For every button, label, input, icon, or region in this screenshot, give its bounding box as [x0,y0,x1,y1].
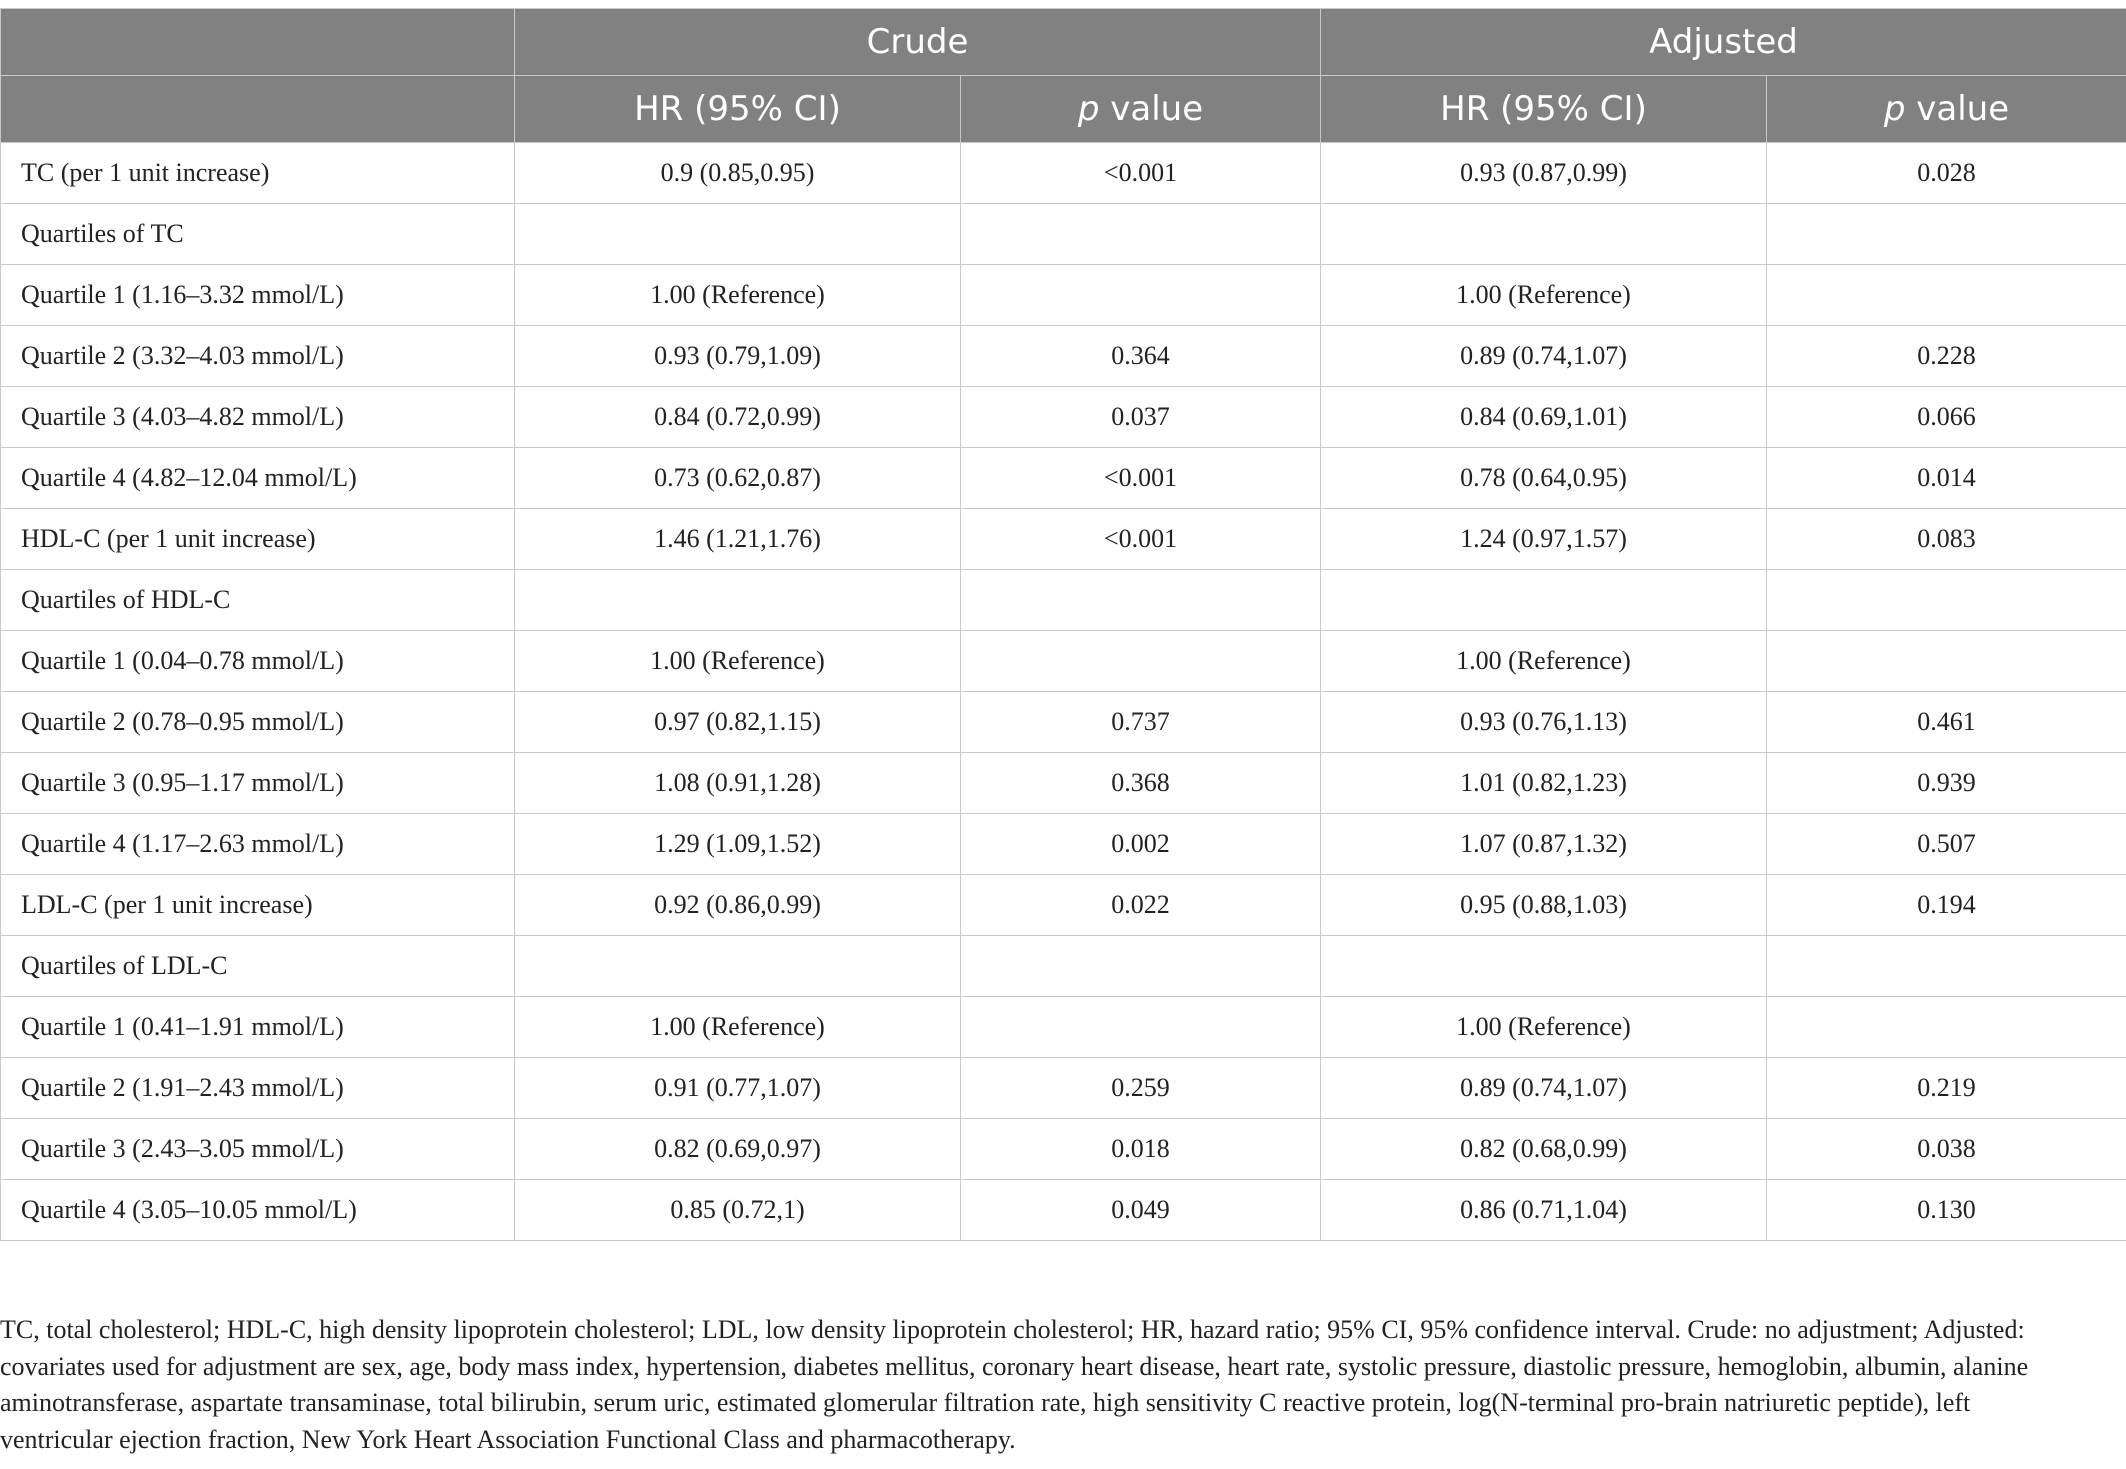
row-label: Quartile 4 (3.05–10.05 mmol/L) [1,1180,515,1241]
adjusted-hr-cell: 0.78 (0.64,0.95) [1321,448,1767,509]
crude-p-cell [961,570,1321,631]
header-adjusted-p [1767,76,2126,143]
row-label: TC (per 1 unit increase) [1,143,515,204]
header-group-row [1,9,2126,76]
row-label: Quartiles of HDL-C [1,570,515,631]
table-row [1,692,2126,753]
crude-p-cell: 0.368 [961,753,1321,814]
crude-hr-cell: 0.82 (0.69,0.97) [515,1119,961,1180]
crude-hr-cell: 0.97 (0.82,1.15) [515,692,961,753]
header-empty-cell [1,76,515,143]
crude-p-cell: 0.037 [961,387,1321,448]
crude-p-cell: 0.364 [961,326,1321,387]
row-label: Quartile 2 (1.91–2.43 mmol/L) [1,1058,515,1119]
adjusted-hr-cell: 1.00 (Reference) [1321,265,1767,326]
table-row [1,387,2126,448]
crude-hr-cell: 1.29 (1.09,1.52) [515,814,961,875]
adjusted-p-cell: 0.028 [1767,143,2126,204]
row-label: Quartile 2 (0.78–0.95 mmol/L) [1,692,515,753]
table-row [1,204,2126,265]
row-label: LDL-C (per 1 unit increase) [1,875,515,936]
header-crude-hr: HR (95% CI) [515,76,961,143]
table-body [1,143,2126,1241]
table-footnote: TC, total cholesterol; HDL-C, high density lipoprotein cholesterol; LDL, low density lipoprotein cholesterol; HR, hazard ratio; 95% CI, 95% confidence interval. Crude: no adjustment; Adjusted: covariates used for adjustment are sex, age, body mass index, hypertension, diabetes mellitus, coronary heart disease, heart rate, systolic pressure, diastolic pressure, hemoglobin, albumin, alanine aminotransferase, aspartate transaminase, total bilirubin, serum uric, estimated glomerular filtration rate, high sensitivity C reactive protein, log(N-terminal pro-brain natriuretic peptide), left ventricular ejection fraction, New York Heart Association Functional Class and pharmacotherapy. [0,1315,2029,1454]
adjusted-hr-cell: 1.00 (Reference) [1321,997,1767,1058]
header-adjusted-hr: HR (95% CI) [1321,76,1767,143]
adjusted-hr-cell: 1.24 (0.97,1.57) [1321,509,1767,570]
crude-p-cell: 0.259 [961,1058,1321,1119]
p-suffix: value [1099,89,1204,129]
adjusted-hr-cell: 0.89 (0.74,1.07) [1321,1058,1767,1119]
crude-p-cell [961,265,1321,326]
crude-p-cell: <0.001 [961,509,1321,570]
adjusted-p-cell [1767,936,2126,997]
row-label: Quartile 4 (4.82–12.04 mmol/L) [1,448,515,509]
p-suffix: value [1905,89,2010,129]
crude-p-cell: 0.018 [961,1119,1321,1180]
crude-p-cell [961,204,1321,265]
adjusted-hr-cell: 1.07 (0.87,1.32) [1321,814,1767,875]
crude-hr-cell: 0.73 (0.62,0.87) [515,448,961,509]
p-italic: p [1077,89,1100,129]
crude-p-cell [961,631,1321,692]
crude-hr-cell: 1.00 (Reference) [515,265,961,326]
adjusted-hr-cell: 0.86 (0.71,1.04) [1321,1180,1767,1241]
header-crude-p [961,76,1321,143]
crude-p-cell: 0.022 [961,875,1321,936]
adjusted-p-cell: 0.507 [1767,814,2126,875]
table-row [1,570,2126,631]
crude-p-cell: <0.001 [961,448,1321,509]
table-header [1,9,2126,143]
table-row [1,509,2126,570]
crude-hr-cell [515,570,961,631]
adjusted-p-cell: 0.939 [1767,753,2126,814]
row-label: Quartile 1 (0.41–1.91 mmol/L) [1,997,515,1058]
adjusted-p-cell: 0.038 [1767,1119,2126,1180]
crude-p-cell [961,936,1321,997]
table-row [1,1058,2126,1119]
adjusted-p-cell: 0.083 [1767,509,2126,570]
header-empty-cell [1,9,515,76]
row-label: Quartile 1 (1.16–3.32 mmol/L) [1,265,515,326]
hazard-ratio-table [0,8,2126,1241]
row-label: HDL-C (per 1 unit increase) [1,509,515,570]
header-column-row [1,76,2126,143]
adjusted-p-cell [1767,570,2126,631]
table-row [1,997,2126,1058]
crude-p-cell: 0.002 [961,814,1321,875]
adjusted-p-cell: 0.219 [1767,1058,2126,1119]
crude-p-cell: <0.001 [961,143,1321,204]
adjusted-p-cell [1767,265,2126,326]
adjusted-hr-cell: 0.82 (0.68,0.99) [1321,1119,1767,1180]
p-italic: p [1883,89,1906,129]
row-label: Quartiles of TC [1,204,515,265]
crude-hr-cell: 0.85 (0.72,1) [515,1180,961,1241]
row-label: Quartile 4 (1.17–2.63 mmol/L) [1,814,515,875]
header-group-crude: Crude [515,9,1321,76]
adjusted-p-cell [1767,997,2126,1058]
row-label: Quartile 1 (0.04–0.78 mmol/L) [1,631,515,692]
table-row [1,631,2126,692]
adjusted-hr-cell: 0.89 (0.74,1.07) [1321,326,1767,387]
adjusted-p-cell: 0.461 [1767,692,2126,753]
crude-hr-cell [515,936,961,997]
crude-p-cell: 0.049 [961,1180,1321,1241]
crude-hr-cell: 1.00 (Reference) [515,997,961,1058]
crude-hr-cell: 0.9 (0.85,0.95) [515,143,961,204]
crude-hr-cell: 0.84 (0.72,0.99) [515,387,961,448]
adjusted-hr-cell [1321,936,1767,997]
results-table-container [0,8,2126,1241]
crude-hr-cell: 1.08 (0.91,1.28) [515,753,961,814]
row-label: Quartiles of LDL-C [1,936,515,997]
crude-p-cell [961,997,1321,1058]
adjusted-p-cell: 0.130 [1767,1180,2126,1241]
adjusted-hr-cell: 1.00 (Reference) [1321,631,1767,692]
table-row [1,1119,2126,1180]
crude-hr-cell: 0.91 (0.77,1.07) [515,1058,961,1119]
adjusted-p-cell: 0.066 [1767,387,2126,448]
row-label: Quartile 2 (3.32–4.03 mmol/L) [1,326,515,387]
row-label: Quartile 3 (0.95–1.17 mmol/L) [1,753,515,814]
row-label: Quartile 3 (4.03–4.82 mmol/L) [1,387,515,448]
crude-hr-cell: 0.92 (0.86,0.99) [515,875,961,936]
adjusted-p-cell: 0.228 [1767,326,2126,387]
adjusted-hr-cell: 0.84 (0.69,1.01) [1321,387,1767,448]
crude-hr-cell: 1.00 (Reference) [515,631,961,692]
adjusted-p-cell: 0.014 [1767,448,2126,509]
table-row [1,936,2126,997]
header-group-adjusted: Adjusted [1321,9,2126,76]
table-row [1,265,2126,326]
table-row [1,1180,2126,1241]
adjusted-p-cell: 0.194 [1767,875,2126,936]
table-row [1,753,2126,814]
table-row [1,814,2126,875]
adjusted-hr-cell: 1.01 (0.82,1.23) [1321,753,1767,814]
crude-hr-cell: 0.93 (0.79,1.09) [515,326,961,387]
table-row [1,143,2126,204]
table-row [1,448,2126,509]
crude-hr-cell [515,204,961,265]
table-row [1,875,2126,936]
adjusted-hr-cell: 0.93 (0.87,0.99) [1321,143,1767,204]
adjusted-hr-cell: 0.93 (0.76,1.13) [1321,692,1767,753]
crude-p-cell: 0.737 [961,692,1321,753]
row-label: Quartile 3 (2.43–3.05 mmol/L) [1,1119,515,1180]
crude-hr-cell: 1.46 (1.21,1.76) [515,509,961,570]
adjusted-p-cell [1767,204,2126,265]
adjusted-hr-cell: 0.95 (0.88,1.03) [1321,875,1767,936]
table-row [1,326,2126,387]
adjusted-p-cell [1767,631,2126,692]
adjusted-hr-cell [1321,204,1767,265]
adjusted-hr-cell [1321,570,1767,631]
